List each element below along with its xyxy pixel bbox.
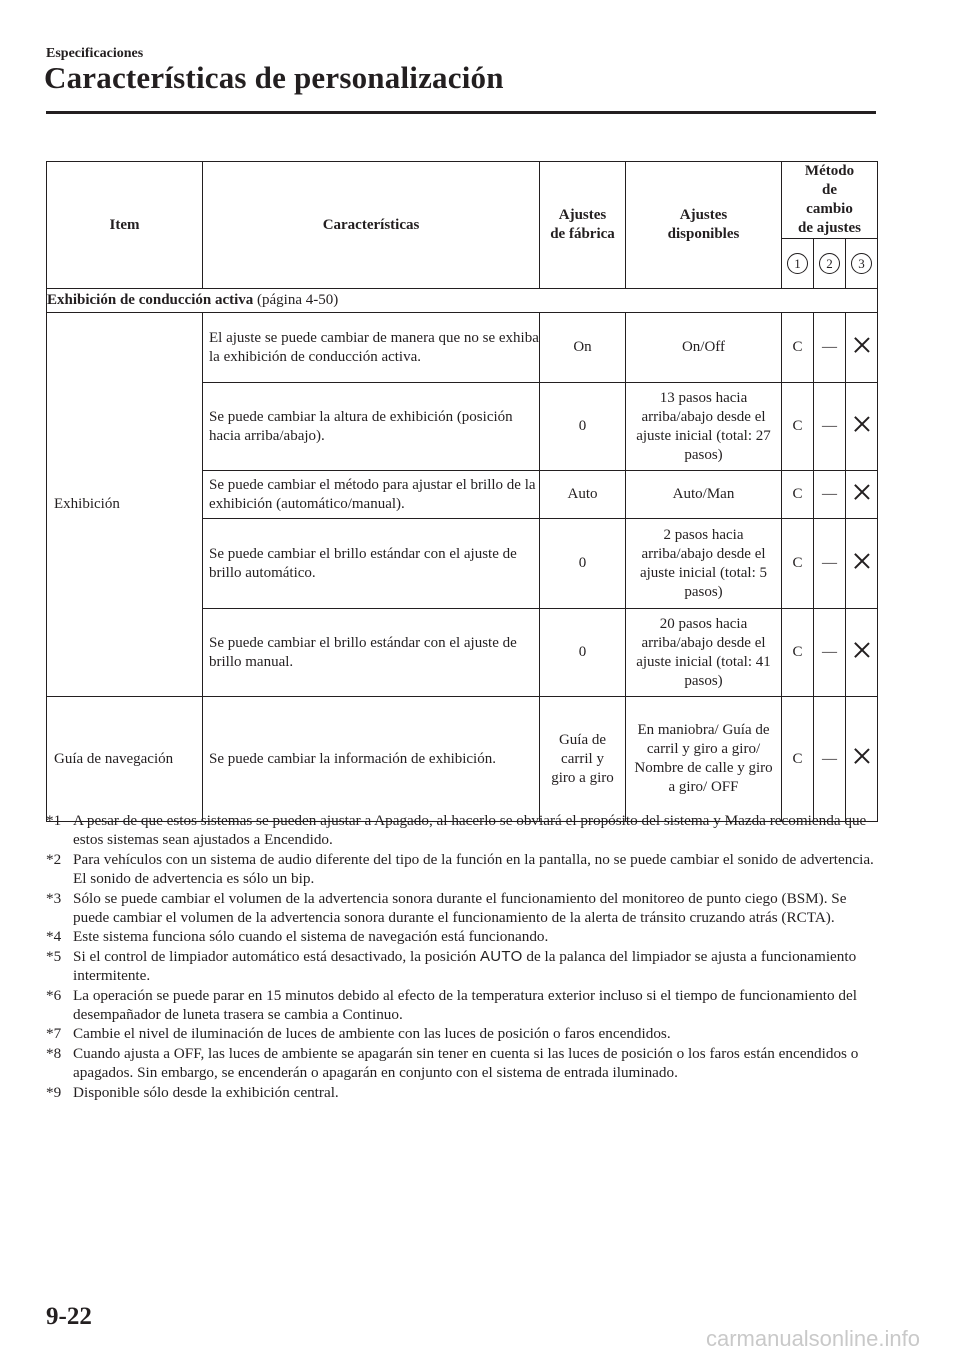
feature-cell: El ajuste se puede cambiar de manera que no se exhiba la exhibición de conducción activa. (203, 313, 540, 383)
footnote-number: *1 (46, 812, 62, 829)
footnote-number: *5 (46, 947, 62, 965)
header-item: Item (47, 162, 203, 289)
method-col-1 (782, 239, 814, 289)
footnote-number: *9 (46, 1083, 62, 1101)
feature-cell: Se puede cambiar la altura de exhibición (posición hacia arriba/abajo). (203, 383, 540, 471)
item-cell: Guía de navegación (47, 697, 203, 822)
footnote-number: *7 (46, 1025, 62, 1043)
header-features: Características (203, 162, 540, 289)
method-3-cell (846, 471, 878, 519)
factory-cell: 0 (540, 609, 626, 697)
header-available: Ajustes disponibles (626, 162, 782, 289)
method-2-cell: — (814, 519, 846, 609)
table-row (47, 313, 878, 383)
page-number: 9-22 (46, 1303, 92, 1330)
footnote (46, 1044, 876, 1083)
table-row (47, 697, 878, 822)
group-heading (47, 289, 878, 313)
footnote (46, 986, 876, 1025)
method-1-cell: C (782, 383, 814, 471)
available-cell: En maniobra/ Guía de carril y giro a giro/ Nombre de calle y giro a giro/ OFF (626, 697, 782, 822)
method-2-cell: — (814, 609, 846, 697)
method-1-cell: C (782, 697, 814, 822)
circled-3-icon: 3 (851, 253, 872, 274)
footnote (46, 1083, 876, 1102)
group-page-ref: (página 4-50) (257, 292, 339, 308)
factory-cell: 0 (540, 519, 626, 609)
footnote-text: Cambie el nivel de iluminación de luces de ambiente con las luces de posición o faros encendidos. (73, 1025, 671, 1043)
footnote (46, 850, 876, 889)
available-cell: Auto/Man (626, 471, 782, 519)
method-3-cell (846, 609, 878, 697)
group-title: Exhibición de conducción activa (47, 292, 254, 308)
method-1-cell: C (782, 471, 814, 519)
feature-cell: Se puede cambiar la información de exhibición. (203, 697, 540, 822)
footnote-number: *2 (46, 850, 62, 868)
footnote-text: Disponible sólo desde la exhibición central. (73, 1083, 339, 1101)
method-2-cell: — (814, 313, 846, 383)
method-3-cell (846, 519, 878, 609)
header-method: Método de cambio de ajustes (782, 162, 878, 239)
method-1-cell: C (782, 519, 814, 609)
factory-cell: Auto (540, 471, 626, 519)
available-cell: 13 pasos hacia arriba/abajo desde el ajuste inicial (total: 27 pasos) (626, 383, 782, 471)
customization-table (46, 161, 878, 822)
circled-2-icon: 2 (819, 253, 840, 274)
footnote (46, 889, 876, 928)
footnote-text: Sólo se puede cambiar el volumen de la advertencia sonora durante el funcionamiento del monitoreo de punto ciego (BSM). Se puede cambiar el volumen de la advertencia sonora durante el funcionamiento de la alerta de tránsito cruzando atrás (RCTA). (73, 889, 847, 927)
circled-1-icon: 1 (787, 253, 808, 274)
footnote-number: *3 (46, 889, 62, 907)
x-mark-icon (854, 484, 870, 500)
method-col-2 (814, 239, 846, 289)
auto-position-icon: AUTO (480, 947, 523, 965)
footnote-number: *4 (46, 928, 62, 946)
footnote (46, 1024, 876, 1043)
factory-cell: On (540, 313, 626, 383)
x-mark-icon (854, 553, 870, 569)
factory-cell: Guía de carril y giro a giro (540, 697, 626, 822)
method-3-cell (846, 313, 878, 383)
footnote-number: *6 (46, 986, 62, 1004)
method-col-3 (846, 239, 878, 289)
factory-cell: 0 (540, 383, 626, 471)
footnote-text: A pesar de que estos sistemas se pueden ajustar a Apagado, al hacerlo se obviará el propósito del sistema y Mazda recomienda que estos sistemas sean ajustados a Encendido. (73, 812, 867, 849)
feature-cell: Se puede cambiar el brillo estándar con el ajuste de brillo manual. (203, 609, 540, 697)
section-label: Especificaciones (46, 46, 144, 61)
method-2-cell: — (814, 383, 846, 471)
footnote (46, 947, 876, 986)
footnote-text: Para vehículos con un sistema de audio diferente del tipo de la función en la pantalla, no se puede cambiar el sonido de advertencia. El sonido de advertencia es sólo un bip. (73, 850, 874, 888)
footnote-text: Este sistema funciona sólo cuando el sistema de navegación está funcionando. (73, 928, 549, 946)
available-cell: On/Off (626, 313, 782, 383)
x-mark-icon (854, 642, 870, 658)
x-mark-icon (854, 416, 870, 432)
method-2-cell: — (814, 471, 846, 519)
footnote-text-post: de la palanca del limpiador se ajusta a funcionamiento intermitente. (73, 947, 857, 985)
available-cell: 20 pasos hacia arriba/abajo desde el ajuste inicial (total: 41 pasos) (626, 609, 782, 697)
header-factory: Ajustes de fábrica (540, 162, 626, 289)
method-2-cell: — (814, 697, 846, 822)
page-title: Características de personalización (44, 60, 504, 95)
footnote-text: La operación se puede parar en 15 minutos debido al efecto de la temperatura exterior incluso si el tiempo de funcionamiento del desempañador de luneta trasera se cambia a Continuo. (73, 986, 857, 1024)
method-1-cell: C (782, 609, 814, 697)
footnotes (46, 811, 876, 1102)
footnote-text (73, 947, 876, 986)
footnote (46, 811, 876, 850)
x-mark-icon (854, 748, 870, 764)
method-3-cell (846, 697, 878, 822)
footnote-number: *8 (46, 1044, 62, 1062)
watermark: carmanualsonline.info (705, 1326, 920, 1351)
title-rule (46, 111, 876, 114)
item-cell: Exhibición (47, 313, 203, 697)
footnote-text: Cuando ajusta a OFF, las luces de ambiente se apagarán sin tener en cuenta si las luces de posición o los faros están encendidos o apagados. Sin embargo, se encenderán o apagarán en conjunto con el sistema de entrada iluminado. (73, 1044, 859, 1082)
method-1-cell: C (782, 313, 814, 383)
feature-cell: Se puede cambiar el método para ajustar el brillo de la exhibición (automático/manual). (203, 471, 540, 519)
footnote-text-pre: Si el control de limpiador automático está desactivado, la posición (73, 947, 477, 965)
method-3-cell (846, 383, 878, 471)
footnote (46, 927, 876, 946)
feature-cell: Se puede cambiar el brillo estándar con el ajuste de brillo automático. (203, 519, 540, 609)
x-mark-icon (854, 337, 870, 353)
available-cell: 2 pasos hacia arriba/abajo desde el ajuste inicial (total: 5 pasos) (626, 519, 782, 609)
